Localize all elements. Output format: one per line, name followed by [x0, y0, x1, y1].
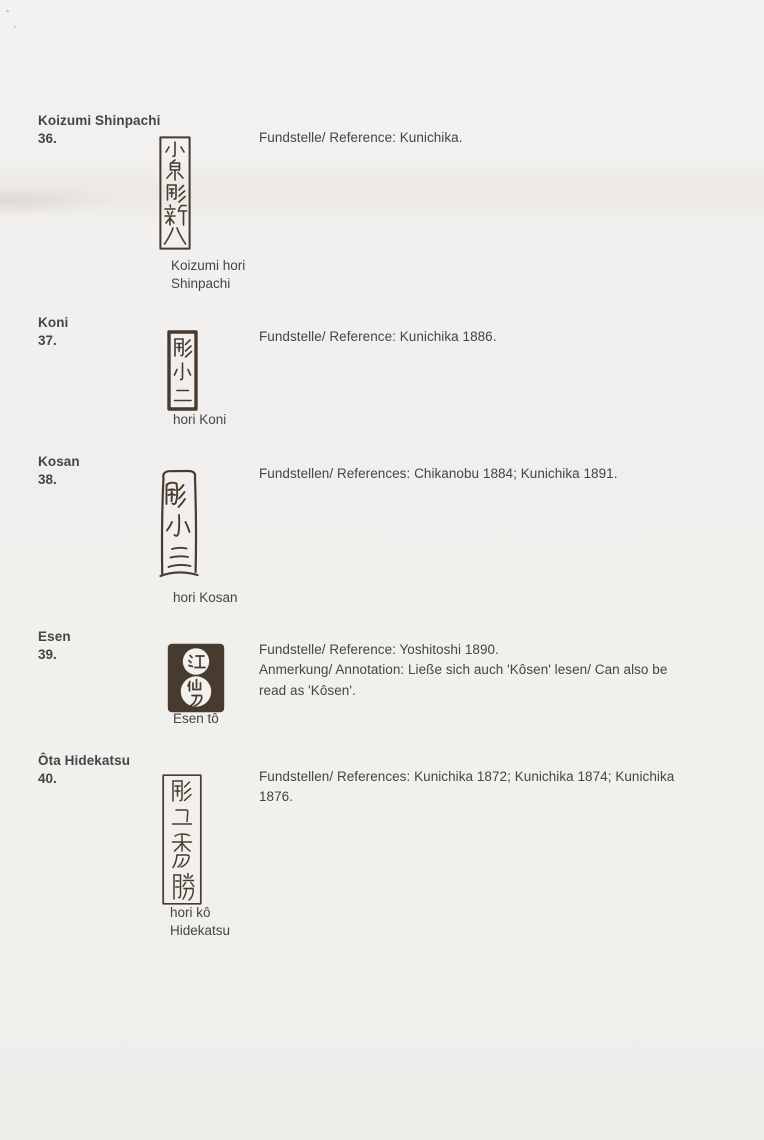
reference-text — [259, 464, 618, 484]
reference-line: Anmerkung/ Annotation: Ließe sich auch 'Kôsen' lesen/ Can also be — [259, 662, 668, 678]
scan-crease-artifact — [0, 160, 764, 228]
carver-seal-image — [159, 136, 191, 250]
carver-seal-image — [167, 330, 198, 411]
reference-line: Fundstellen/ References: Chikanobu 1884; Kunichika 1891. — [259, 466, 618, 481]
scan-speck — [14, 26, 16, 28]
seal-caption — [173, 589, 238, 607]
carver-name: Koizumi Shinpachi — [38, 113, 161, 128]
reference-text — [259, 327, 497, 347]
scan-smudge-artifact — [0, 186, 120, 216]
reference-line: read as 'Kôsen'. — [259, 682, 356, 698]
seal-caption — [171, 257, 245, 293]
reference-text — [259, 640, 667, 701]
entry-number: 40. — [38, 771, 57, 786]
reference-line: Fundstelle/ Reference: Kunichika. — [259, 130, 463, 145]
reference-line: Fundstelle/ Reference: Yoshitoshi 1890. — [259, 642, 499, 657]
entry-number: 37. — [38, 333, 57, 348]
seal-caption — [173, 710, 219, 728]
caption-line: Esen tô — [173, 711, 219, 726]
carver-seal-image — [162, 774, 202, 905]
reference-line: 1876. — [259, 789, 294, 805]
reference-text — [259, 767, 674, 808]
carver-name: Kosan — [38, 454, 80, 469]
reference-line: Fundstellen/ References: Kunichika 1872; Kunichika 1874; Kunichika — [259, 769, 675, 784]
carver-name: Koni — [38, 315, 69, 330]
caption-line: Koizumi hori — [171, 258, 246, 273]
entry-number: 38. — [38, 472, 57, 487]
caption-line: hori kô — [170, 905, 211, 920]
seal-caption — [173, 411, 226, 429]
entry-number: 39. — [38, 647, 57, 662]
caption-line: hori Kosan — [173, 590, 238, 605]
reference-line: Fundstelle/ Reference: Kunichika 1886. — [259, 329, 497, 344]
carver-name: Ôta Hidekatsu — [38, 753, 131, 768]
seal-caption — [170, 904, 230, 940]
carver-seal-image — [167, 643, 225, 713]
caption-line: Hidekatsu — [170, 923, 231, 938]
caption-line: Shinpachi — [171, 276, 231, 291]
scan-speck — [6, 10, 9, 12]
carver-seal-image — [155, 468, 203, 582]
carver-name: Esen — [38, 629, 71, 644]
entry-number: 36. — [38, 131, 57, 146]
caption-line: hori Koni — [173, 412, 227, 427]
reference-text — [259, 128, 463, 148]
